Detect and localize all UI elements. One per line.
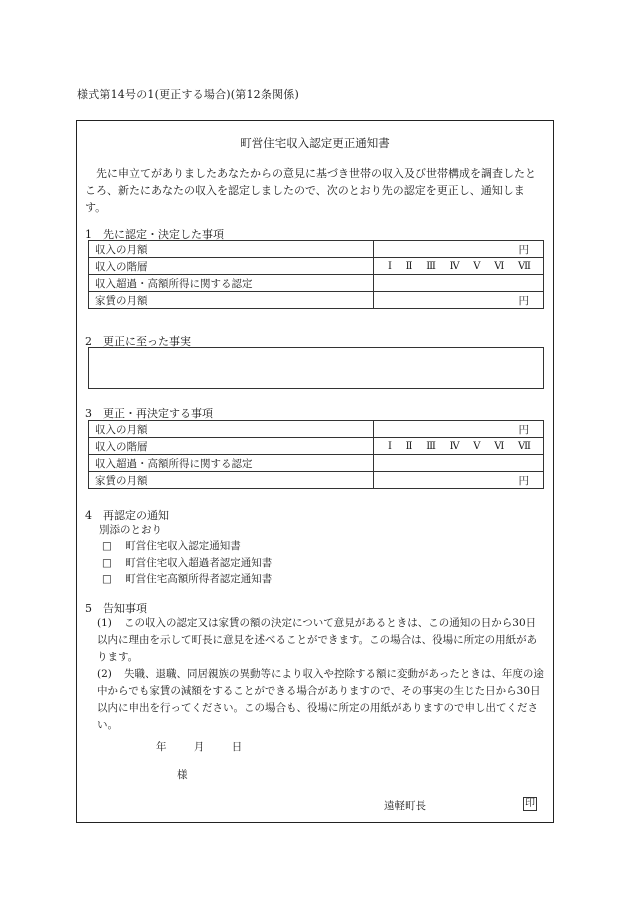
s1-rent-monthly-label: 家賃の月額: [89, 292, 374, 309]
document-title: 町営住宅収入認定更正通知書: [240, 136, 390, 150]
table-row: [89, 292, 544, 309]
option-label: 町営住宅収入認定通知書: [125, 540, 241, 552]
s3-over-income-label: 収入超過・高額所得に関する認定: [89, 455, 374, 472]
s3-income-monthly-label: 収入の月額: [89, 421, 374, 438]
checkbox[interactable]: □: [102, 540, 112, 552]
notice-item: [97, 615, 545, 666]
checkbox[interactable]: □: [102, 557, 112, 569]
section1-number: 1: [85, 228, 92, 241]
issuer-name: 遠軽町長: [384, 800, 426, 812]
option-label: 町営住宅収入超過者認定通知書: [125, 557, 273, 569]
section1-title: 先に認定・決定した事項: [103, 228, 224, 241]
level-5: Ⅴ: [473, 260, 481, 272]
s1-income-monthly-label: 収入の月額: [89, 241, 374, 258]
notice-frame: [76, 120, 554, 823]
notice-item: [97, 666, 545, 734]
level-6: Ⅵ: [494, 440, 505, 452]
s1-income-level-label: 収入の階層: [89, 258, 374, 275]
notice-number: (1): [97, 617, 112, 629]
table-row: [89, 275, 544, 292]
seal-mark: 印: [525, 798, 535, 809]
notice-text: この収入の認定又は家賃の額の決定について意見があるときは、この通知の日から30日以内に理由を示して町長に意見を述べることができます。この場合は、役場に所定の用紙があります。: [97, 617, 538, 663]
level-4: Ⅳ: [449, 260, 460, 272]
section4-number: 4: [85, 509, 92, 522]
s3-rent-monthly-label: 家賃の月額: [89, 472, 374, 489]
table-row: [89, 472, 544, 489]
date-day: 日: [231, 741, 243, 753]
s1-rent-monthly-value: 円: [374, 292, 544, 309]
notice-number: (2): [97, 668, 112, 680]
section4-heading: [85, 507, 169, 523]
section5-title: 告知事項: [103, 602, 147, 615]
table-row: [89, 455, 544, 472]
date-line: [156, 739, 242, 754]
s3-over-income-value: [374, 455, 544, 472]
table-row: [89, 241, 544, 258]
section3-table: [88, 420, 544, 489]
level-6: Ⅵ: [494, 260, 505, 272]
section3-heading: [85, 405, 213, 421]
level-1: Ⅰ: [388, 260, 392, 272]
section5-number: 5: [85, 602, 92, 615]
addressee-honorific: 様: [177, 769, 188, 781]
level-3: Ⅲ: [426, 440, 436, 452]
level-1: Ⅰ: [388, 440, 392, 452]
section3-title: 更正・再決定する事項: [103, 407, 213, 420]
option-row: [102, 571, 272, 586]
table-row: [89, 438, 544, 455]
table-row: [89, 421, 544, 438]
s1-over-income-value: [374, 275, 544, 292]
section4-subtext: 別添のとおり: [99, 524, 162, 536]
level-4: Ⅳ: [449, 440, 460, 452]
s1-over-income-label: 収入超過・高額所得に関する認定: [89, 275, 374, 292]
s3-income-monthly-value: 円: [374, 421, 544, 438]
form-caption: 様式第14号の1(更正する場合)(第12条関係): [77, 88, 299, 101]
facts-box: [88, 347, 544, 389]
option-row: [102, 538, 241, 553]
section2-number: 2: [85, 335, 92, 348]
table-row: [89, 258, 544, 275]
s1-income-level-value: [374, 258, 544, 275]
s3-rent-monthly-value: 円: [374, 472, 544, 489]
date-year: 年: [156, 741, 167, 753]
section1-table: [88, 240, 544, 309]
intro-paragraph: 先に申立てがありましたあなたからの意見に基づき世帯の収入及び世帯構成を調査したところ、新たにあなたの収入を認定しましたので、次のとおり先の認定を更正し、通知します。: [85, 167, 536, 214]
level-scale: [380, 441, 537, 452]
level-3: Ⅲ: [426, 260, 436, 272]
option-row: [102, 555, 272, 570]
section5-heading: [85, 600, 147, 616]
level-scale: [380, 261, 537, 272]
s3-income-level-label: 収入の階層: [89, 438, 374, 455]
level-2: Ⅱ: [405, 440, 413, 452]
notice-text: 失職、退職、同居親族の異動等により収入や控除する額に変動があったときは、年度の途中からでも家賃の減額をすることができる場合がありますので、その事実の生じた日から30日以内に申出を行ってください。この場合も、役場に所定の用紙がありますので申し出てください。: [97, 668, 544, 731]
section3-number: 3: [85, 407, 92, 420]
level-5: Ⅴ: [473, 440, 481, 452]
section2-title: 更正に至った事実: [103, 335, 191, 348]
s1-income-monthly-value: 円: [374, 241, 544, 258]
section4-title: 再認定の通知: [103, 509, 169, 522]
level-7: Ⅶ: [518, 440, 531, 452]
checkbox[interactable]: □: [102, 573, 112, 585]
level-2: Ⅱ: [405, 260, 413, 272]
level-7: Ⅶ: [518, 260, 531, 272]
date-month: 月: [193, 741, 205, 753]
option-label: 町営住宅高額所得者認定通知書: [125, 573, 273, 585]
s3-income-level-value: [374, 438, 544, 455]
